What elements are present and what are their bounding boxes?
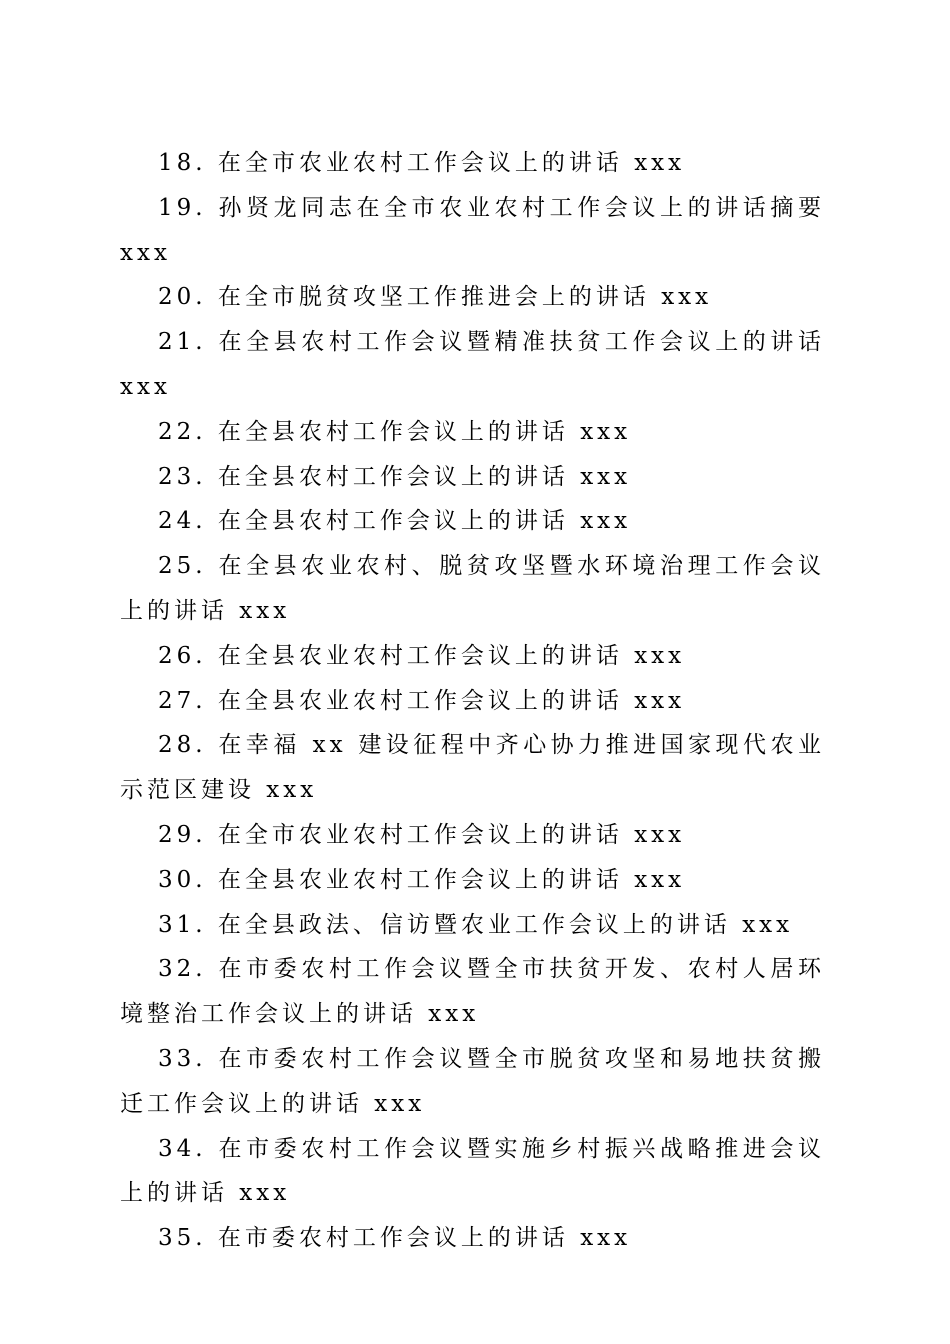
list-item: 19. 孙贤龙同志在全市农业农村工作会议上的讲话摘要 xxx [120,194,825,266]
list-item: 33. 在市委农村工作会议暨全市脱贫攻坚和易地扶贫搬迁工作会议上的讲话 xxx [120,1045,825,1117]
list-item: 35. 在市委农村工作会议上的讲话 xxx [158,1225,632,1252]
list-item: 31. 在全县政法、信访暨农业工作会议上的讲话 xxx [158,911,794,938]
list-item: 21. 在全县农村工作会议暨精准扶贫工作会议上的讲话 xxx [120,329,825,400]
list-item: 20. 在全市脱贫攻坚工作推进会上的讲话 xxx [158,284,713,311]
list-item: 25. 在全县农业农村、脱贫攻坚暨水环境治理工作会议上的讲话 xxx [120,553,825,624]
list-item: 18. 在全市农业农村工作会议上的讲话 xxx [158,150,686,176]
list-item: 22. 在全县农村工作会议上的讲话 xxx [158,418,632,445]
list-item: 34. 在市委农村工作会议暨实施乡村振兴战略推进会议上的讲话 xxx [120,1135,825,1207]
list-item: 27. 在全县农业农村工作会议上的讲话 xxx [158,687,686,714]
list-item: 24. 在全县农村工作会议上的讲话 xxx [158,508,632,535]
list-item: 32. 在市委农村工作会议暨全市扶贫开发、农村人居环境整治工作会议上的讲话 xxx [120,956,825,1028]
list-item: 28. 在幸福 xx 建设征程中齐心协力推进国家现代农业示范区建设 xxx [120,732,825,804]
list-item: 30. 在全县农业农村工作会议上的讲话 xxx [158,866,686,893]
list-item: 29. 在全市农业农村工作会议上的讲话 xxx [158,821,686,848]
list-item: 23. 在全县农村工作会议上的讲话 xxx [158,463,632,490]
list-item: 26. 在全县农业农村工作会议上的讲话 xxx [158,642,686,669]
speech-list [120,141,825,1261]
